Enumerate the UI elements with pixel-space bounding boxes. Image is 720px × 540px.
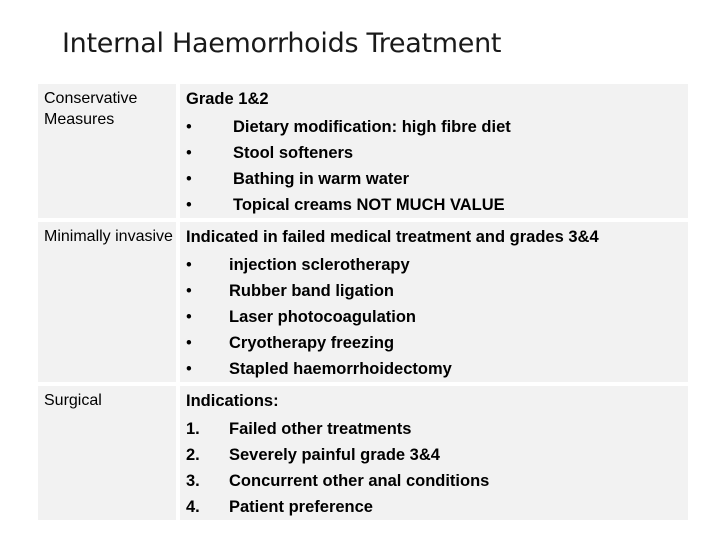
list-item-text: Cryotherapy freezing <box>229 334 395 352</box>
list-item <box>186 252 688 278</box>
list-item <box>186 192 688 218</box>
list-item <box>186 278 688 304</box>
list-item-text: Severely painful grade 3&4 <box>229 446 440 464</box>
row-heading: Indicated in failed medical treatment and grades 3&4 <box>186 228 599 246</box>
list-item <box>186 140 688 166</box>
row-content <box>180 84 688 218</box>
bullet-marker: • <box>186 282 192 300</box>
list-item-text: Patient preference <box>229 498 373 516</box>
bullet-marker: • <box>186 196 192 214</box>
number-marker: 4. <box>186 498 200 516</box>
row-content <box>180 222 688 382</box>
number-marker: 2. <box>186 446 200 464</box>
list-item <box>186 166 688 192</box>
row-heading: Grade 1&2 <box>186 90 269 108</box>
list-item-text: Failed other treatments <box>229 420 412 438</box>
row-heading: Indications: <box>186 392 279 410</box>
bullet-marker: • <box>186 170 192 188</box>
row-label: Minimally invasive <box>38 222 176 382</box>
list-item <box>186 304 688 330</box>
list-item-text: Stapled haemorrhoidectomy <box>229 360 452 378</box>
list-item <box>186 356 688 382</box>
row-label: Surgical <box>38 386 176 520</box>
number-marker: 1. <box>186 420 200 438</box>
list-item-text: Concurrent other anal conditions <box>229 472 490 490</box>
row-label: Conservative Measures <box>38 84 176 218</box>
list-item-text: Stool softeners <box>233 144 354 162</box>
bullet-marker: • <box>186 308 192 326</box>
slide-title: Internal Haemorrhoids Treatment <box>62 28 502 59</box>
table-row-minimally-invasive <box>38 222 688 382</box>
bullet-marker: • <box>186 334 192 352</box>
list-item <box>186 494 688 520</box>
list-item <box>186 416 688 442</box>
bullet-marker: • <box>186 118 192 136</box>
bullet-marker: • <box>186 144 192 162</box>
list-item <box>186 330 688 356</box>
list-item <box>186 468 688 494</box>
number-marker: 3. <box>186 472 200 490</box>
bullet-marker: • <box>186 256 192 274</box>
row-content <box>180 386 688 520</box>
list-item-text: Laser photocoagulation <box>229 308 417 326</box>
list-item <box>186 442 688 468</box>
list-item-text: Dietary modification: high fibre diet <box>233 118 511 136</box>
list-item-text: Bathing in warm water <box>233 170 410 188</box>
list-item-text: Rubber band ligation <box>229 282 394 300</box>
list-item-text: Topical creams NOT MUCH VALUE <box>233 196 505 214</box>
bullet-marker: • <box>186 360 192 378</box>
table-row-surgical <box>38 386 688 520</box>
list-item-text: injection sclerotherapy <box>229 256 410 274</box>
table-row-conservative <box>38 84 688 218</box>
list-item <box>186 114 688 140</box>
